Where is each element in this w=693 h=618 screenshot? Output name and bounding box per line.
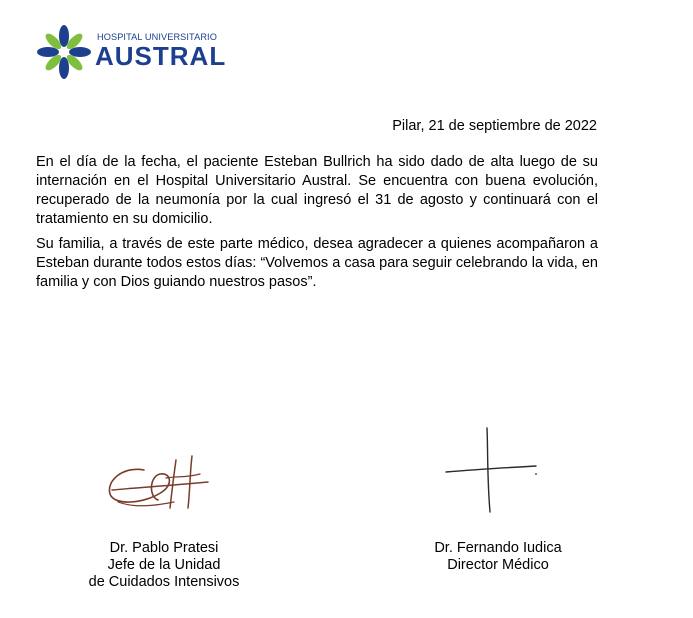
letter-paragraph-1: En el día de la fecha, el paciente Esteban Bullrich ha sido dado de alta luego de su internación en el Hospital Universitario Austral. Se encuentra con buena evolución, recuperado de la neumonía por la cual ingresó el 31 de agosto y continuará con el tratamiento en su domicilio. [36, 154, 598, 227]
flower-logo-icon [36, 24, 92, 80]
signer-iudica [413, 540, 583, 574]
signer-role-line-1: Director Médico [447, 557, 549, 573]
signer-name: Dr. Fernando Iudica [434, 540, 562, 556]
signer-pratesi [64, 540, 264, 591]
signature-iudica [440, 426, 545, 516]
hospital-logo [36, 24, 227, 82]
signature-pratesi [104, 452, 214, 512]
signer-name: Dr. Pablo Pratesi [109, 540, 219, 556]
hospital-prefix: HOSPITAL UNIVERSITARIO [97, 32, 217, 42]
hospital-name: AUSTRAL [95, 41, 227, 71]
signer-role-line-2: de Cuidados Intensivos [88, 574, 240, 590]
letter-paragraph-2: Su familia, a través de este parte médico, desea agradecer a quienes acompañaron a Esteban durante todos estos días: “Volvemos a casa para seguir celebrando la vida, en familia y con Dios guiando nuestros pasos”. [36, 236, 598, 290]
signer-role-line-1: Jefe de la Unidad [107, 557, 221, 573]
letter-date: Pilar, 21 de septiembre de 2022 [392, 118, 597, 134]
